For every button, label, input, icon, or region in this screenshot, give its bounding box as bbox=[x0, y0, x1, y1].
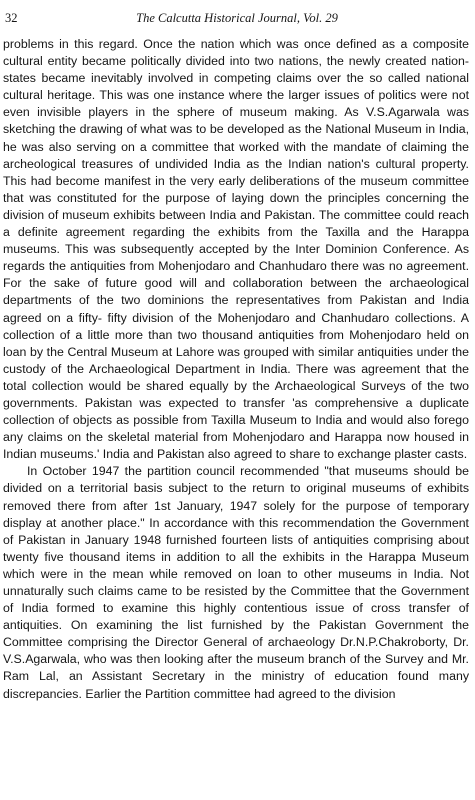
running-head bbox=[5, 10, 469, 26]
paragraph-continued: problems in this regard. Once the nation which was once defined as a composite cultural entity became politically divided into two nations, the newly created nation-states became inevitably involved in competing claims over the so called national cultural heritage. This was one instance where the larger issues of politics were not even invisible players in the sphere of museum making. As V.S.Agarwala was sketching the drawing of what was to be developed as the National Museum in India, he was also serving on a committee that worked with the mandate of claiming the archeological treasures of undivided India as the Indian nation's cultural property. This had become manifest in the very early deliberations of the museum committee that was constituted for the purpose of laying down the principles concerning the division of museum exhibits between India and Pakistan. The committee could reach a definite agreement regarding the exhibits from the Taxilla and the Harappa museums. This was subsequently accepted by the Inter Dominion Conference. As regards the antiquities from Mohenjodaro and Chanhudaro there was no agreement. For the sake of future good will and collaboration between the archaeological departments of the two dominions the representatives from Pakistan and India agreed on a fifty- fifty division of the Mohenjodaro and Chanhudaro collections. A collection of a little more than two thousand antiquities from Mohenjodaro held on loan by the Central Museum at Lahore was grouped with similar antiquities under the custody of the Archaeological Department in India. There was agreement that the total collection would be shared equally by the Archaeological Surveys of the two governments. Pakistan was expected to transfer 'as comprehensive a duplicate collection of objects as possible from Taxilla Museum to India and would also forego any claims on the skeletal material from Mohenjodaro and Harappa now housed in Indian museums.' India and Pakistan also agreed to share to exchange plaster casts. bbox=[3, 37, 469, 462]
page-number: 32 bbox=[5, 11, 18, 25]
journal-title: The Calcutta Historical Journal, Vol. 29 bbox=[136, 11, 338, 25]
paragraph: In October 1947 the partition council recommended "that museums should be divided on a territorial basis subject to the return to original museums of exhibits removed there from after 1st January, 1947 solely for the purpose of temporary display at another place." In accordance with this recommendation the Government of Pakistan in January 1948 furnished fourteen lists of antiquities comprising about twenty five thousand items in addition to all the exhibits in the Harappa Museum which were in the mean while removed on loan to other museums in India. Not unnaturally such claims came to be resisted by the Committee that the Government of India formed to examine this highly contentious issue of cross transfer of antiquities. On examining the list furnished by the Pakistan Government the Committee comprising the Director General of archaeology Dr.N.P.Chakroborty, Dr. V.S.Agarwala, who was then looking after the museum branch of the Survey and Mr. Ram Lal, an Assistant Secretary in the ministry of education found many discrepancies. Earlier the Partition committee had agreed to the division bbox=[3, 464, 469, 701]
article-body bbox=[3, 36, 469, 703]
